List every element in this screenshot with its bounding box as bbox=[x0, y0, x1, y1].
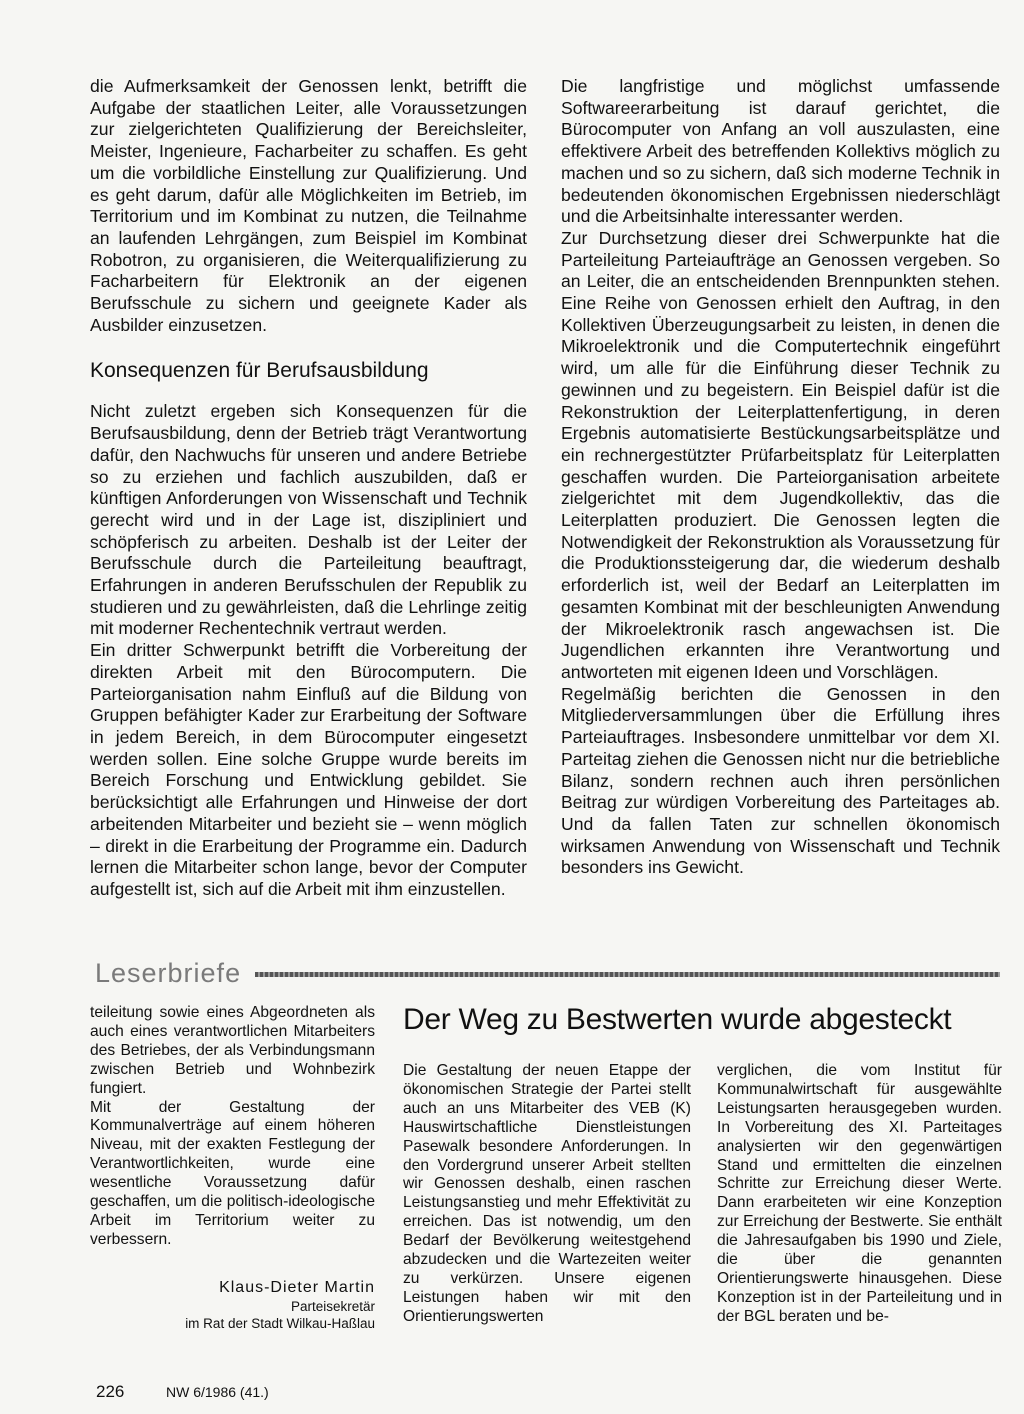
paragraph: teileitung sowie eines Abgeordneten als auch eines verantwortlichen Mitarbeiters des Betriebes, der als Verbindungsmann zwischen Betrieb und Wohnbezirk fungiert. bbox=[90, 1004, 375, 1097]
paragraph: die Aufmerksamkeit der Genossen lenkt, betrifft die Aufgabe der staatlichen Leiter, alle Voraussetzungen zur zielgerichteten Qualifizierung der Bereichsleiter, Meister, Ingenieure, Facharbeiter zu schaffen. Es geht um die vorbildliche Einstellung zur Qualifizierung. Und es geht darum, dafür alle Möglichkeiten im Betrieb, im Territorium und im Kombinat zu nutzen, die Teilnahme an laufenden Lehrgängen, zum Beispiel im Kombinat Robotron, zu organisieren, die Weiterqualifizierung zu Facharbeitern für Elektronik an der eigenen Berufsschule zu sichern und geeignete Kader als Ausbilder einzusetzen. bbox=[90, 76, 527, 335]
article-column-right bbox=[561, 76, 1000, 879]
author-name: Klaus-Dieter Martin bbox=[219, 1278, 375, 1296]
article-column-left bbox=[90, 76, 527, 901]
page-number: 226 bbox=[96, 1382, 125, 1401]
letter-column-middle bbox=[403, 1062, 691, 1327]
section-heading: Konsequenzen für Berufsausbildung bbox=[90, 359, 429, 383]
paragraph: Ein dritter Schwerpunkt betrifft die Vorbereitung der direkten Arbeit mit den Bürocomputern. Die Parteiorganisation nahm Einfluß auf die Bildung von Gruppen befähigter Kader zur Erarbeitung der Software in jedem Bereich, in dem Bürocomputer eingesetzt werden sollen. Eine solche Gruppe wurde bereits im Bereich Forschung und Entwicklung gebildet. Sie berücksichtigt alle Erfahrungen und Hinweise der dort arbeitenden Mitarbeiter und bezieht sie – wenn möglich – direkt in die Erarbeitung der Programme ein. Dadurch lernen die Mitarbeiter schon lange, bevor der Computer aufgestellt ist, sich auf die Arbeit mit ihm einzustellen. bbox=[90, 640, 527, 899]
paragraph: Mit der Gestaltung der Kommunalverträge auf einem höheren Niveau, mit der exakten Festlegung der Verantwortlichkeiten, wurde eine wesentliche Voraussetzung dafür geschaffen, um die politisch-ideologische Arbeit im Territorium weiter zu verbessern. bbox=[90, 1098, 375, 1248]
paragraph: verglichen, die vom Institut für Kommunalwirtschaft für ausgewählte Leistungsarten herausgegeben wurden. In Vorbereitung des XI. Parteitages analysierten wir den gegenwärtigen Stand und ermittelten die einzelnen Schritte zur Erreichung dieser Werte. Dann erarbeiteten wir eine Konzeption zur Erreichung der Bestwerte. Sie enthält die Jahresaufgaben bis 1990 und Ziele, die über die genannten Orientierungswerte hinausgehen. Diese Konzeption ist in der Parteileitung und in der BGL beraten und be- bbox=[717, 1062, 1002, 1325]
letter-column-right bbox=[717, 1062, 1002, 1327]
paragraph: Die langfristige und möglichst umfassende Softwareerarbeitung ist darauf gerichtet, die Bürocomputer von Anfang an voll auszulasten, eine effektivere Arbeit des betreffenden Kollektivs möglich zu machen und so zu sichern, daß sich moderne Technik in bedeutenden ökonomischen Ergebnissen niederschlägt und die Arbeitsinhalte interessanter werden. bbox=[561, 76, 1000, 227]
paragraph: Nicht zuletzt ergeben sich Konsequenzen für die Berufsausbildung, denn der Betrieb trägt Verantwortung dafür, den Nachwuchs für unseren und andere Betriebe so zu erziehen und fachlich auszubilden, daß er künftigen Anforderungen von Wissenschaft und Technik gerecht wird und in der Lage ist, diszipliniert und schöpferisch zu arbeiten. Deshalb ist der Leiter der Berufsschule durch die Parteileitung beauftragt, Erfahrungen in anderen Berufsschulen der Republik zu studieren und zu gewährleisten, daß die Lehrlinge zeitig mit moderner Rechentechnik vertraut werden. bbox=[90, 401, 527, 639]
letter-headline: Der Weg zu Bestwerten wurde abgesteckt bbox=[403, 1003, 952, 1036]
paragraph: Die Gestaltung der neuen Etappe der ökonomischen Strategie der Partei stellt auch an uns Mitarbeiter des VEB (K) Hauswirtschaftliche Dienstleistungen Pasewalk besondere Anforderungen. In den Vordergrund unserer Arbeit stellten wir Genossen deshalb, einen raschen Leistungsanstieg und mehr Effektivität zu erreichen. Das ist notwendig, um den Bedarf der Bevölkerung weitestgehend abzudecken und die Wartezeiten weiter zu verkürzen. Unsere eigenen Leistungen haben wir mit den Orientierungswerten bbox=[403, 1062, 691, 1325]
section-banner bbox=[95, 958, 1000, 988]
letter-column-left bbox=[90, 1004, 375, 1332]
issue-label: NW 6/1986 (41.) bbox=[166, 1384, 269, 1400]
author-role: Parteisekretär bbox=[290, 1298, 375, 1314]
paragraph: Regelmäßig berichten die Genossen in den Mitgliederversammlungen über die Erfüllung ihres Parteiauftrages. Insbesondere unmittelbar vor dem XI. Parteitag ziehen die Genossen nicht nur die betriebliche Bilanz, sondern rechnen auch ihren persönlichen Beitrag zur würdigen Vorbereitung des Parteitages ab. Und da fallen Taten zur schnellen ökonomisch wirksamen Anwendung von Wissenschaft und Technik besonders ins Gewicht. bbox=[561, 683, 1000, 878]
author-affiliation: im Rat der Stadt Wilkau-Haßlau bbox=[185, 1315, 375, 1331]
signature-block bbox=[90, 1278, 375, 1332]
section-label: Leserbriefe bbox=[95, 958, 242, 988]
section-rule bbox=[255, 972, 1000, 977]
paragraph: Zur Durchsetzung dieser drei Schwerpunkte hat die Parteileitung Parteiaufträge an Genossen vergeben. So an Leiter, die an entscheidenden Brennpunkten stehen. Eine Reihe von Genossen erhielt den Auftrag, in den Kollektiven Überzeugungsarbeit zu leisten, in denen die Mikroelektronik und die Computertechnik eingeführt wird, um alle für die Einführung dieser Technik zu gewinnen und zu begeistern. Ein Beispiel dafür ist die Rekonstruktion der Leiterplattenfertigung, in deren Ergebnis automatisierte Bestückungsarbeitsplätze und ein rechnergestützter Prüfarbeitsplatz für Leiterplatten geschaffen wurden. Die Parteiorganisation arbeitete zielgerichtet mit dem Jugendkollektiv, das die Leiterplatten produziert. Die Genossen legten die Notwendigkeit der Rekonstruktion als Voraussetzung für die Produktionssteigerung dar, die wiederum deshalb erforderlich ist, weil der Bedarf an Leiterplatten im gesamten Kombinat mit der beschleunigten Anwendung der Mikroelektronik rasch angewachsen ist. Die Jugendlichen erkannten ihre Verantwortung und antworteten mit eigenen Ideen und Vorschlägen. bbox=[561, 227, 1000, 682]
